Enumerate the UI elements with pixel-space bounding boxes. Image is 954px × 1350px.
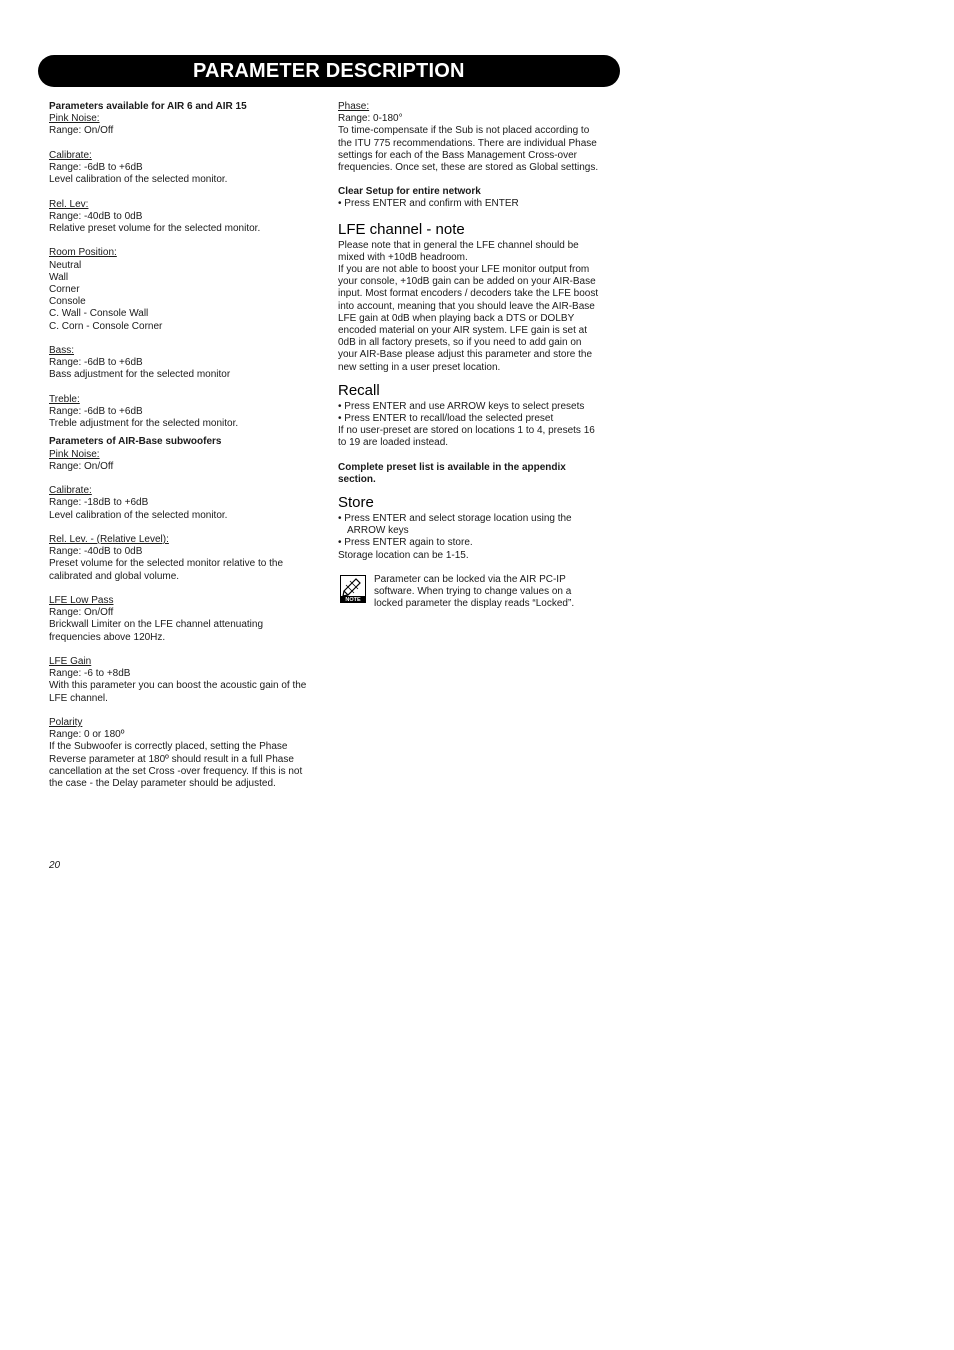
param-pink-noise [49, 113, 324, 137]
param-range: Range: -6 to +8dB [49, 668, 131, 680]
bullet-item: • Press ENTER again to store. [338, 537, 473, 549]
list-item: Corner [49, 284, 80, 295]
param-treble [49, 394, 324, 431]
body-line: 0dB in all factory presets, so if you need to add gain on [338, 337, 582, 349]
title-banner [38, 55, 620, 87]
lfe-note-heading: LFE channel - note [338, 220, 465, 238]
recall-heading: Recall [338, 381, 380, 399]
param-label: Pink Noise: [49, 113, 100, 125]
clear-setup [338, 186, 610, 210]
param-sub-calibrate [49, 485, 324, 522]
param-label: Bass: [49, 345, 75, 356]
param-bass [49, 345, 324, 382]
param-calibrate [49, 150, 324, 187]
param-desc: Relative preset volume for the selected monitor. [49, 223, 261, 234]
note-icon [340, 575, 366, 603]
param-desc: Treble adjustment for the selected monitor. [49, 418, 239, 430]
note-icon-label: NOTE [345, 596, 361, 603]
clear-setup-title: Clear Setup for entire network [338, 186, 481, 198]
param-label: Rel. Lev. - (Relative Level): [49, 534, 169, 545]
body-line: If you are not able to boost your LFE monitor output from [338, 264, 590, 276]
preset-list-note: section. [338, 473, 376, 485]
param-desc: Level calibration of the selected monitor. [49, 174, 228, 186]
param-range: Range: On/Off [49, 460, 114, 472]
body-line: encoded material on your AIR system. LFE gain is set at [338, 325, 588, 337]
param-label: Calibrate: [49, 149, 92, 161]
param-desc: Bass adjustment for the selected monitor [49, 369, 231, 381]
param-range: Range: -18dB to +6dB [49, 497, 149, 509]
list-item: Wall [49, 271, 69, 283]
param-desc: frequencies. Once set, these are stored as Global settings. [338, 162, 599, 174]
bullet-item: • Press ENTER and use ARROW keys to select presets [338, 400, 585, 412]
param-desc: To time-compensate if the Sub is not placed according to [338, 125, 590, 137]
param-lfe-gain [49, 656, 324, 705]
param-label: Treble: [49, 393, 80, 405]
param-desc: calibrated and global volume. [49, 570, 180, 582]
param-desc: cancellation at the set Cross -over frequency. If this is not [49, 765, 303, 777]
store-body [338, 513, 590, 562]
body-line: Storage location can be 1-15. [338, 549, 469, 561]
param-range: Range: On/Off [49, 125, 114, 137]
param-desc: If the Subwoofer is correctly placed, setting the Phase [49, 741, 288, 753]
param-desc: Reverse parameter at 180º should result in a full Phase [49, 753, 294, 765]
list-item: Neutral [49, 259, 82, 271]
body-line: your AIR-Base please adjust this parameter and store the [338, 349, 593, 361]
store-heading: Store [338, 494, 374, 512]
body-line: Please note that in general the LFE channel should be [338, 239, 579, 251]
note-line: locked parameter the display reads “Locked”. [374, 598, 575, 610]
param-desc: Brickwall Limiter on the LFE channel attenuating [49, 619, 264, 631]
body-line: to 19 are loaded instead. [338, 437, 449, 449]
param-range: Range: 0 or 180º [49, 729, 125, 741]
param-label: Polarity [49, 717, 83, 728]
param-desc: LFE channel. [49, 692, 108, 704]
param-label: Rel. Lev: [49, 198, 89, 210]
param-range: Range: On/Off [49, 607, 114, 619]
param-rel-lev [49, 199, 324, 236]
right-column [338, 101, 610, 611]
bullet-item: • Press ENTER to recall/load the selected preset [338, 413, 554, 425]
param-range: Range: -6dB to +6dB [49, 406, 143, 417]
page-number: 20 [49, 860, 61, 871]
section-heading-air: Parameters available for AIR 6 and AIR 15 [49, 101, 247, 112]
lfe-note-body [338, 240, 610, 374]
section-heading-subwoofers: Parameters of AIR-Base subwoofers [49, 436, 222, 448]
param-label: Room Position: [49, 247, 117, 259]
body-line: input. Most format encoders / decoders take the LFE boost [338, 288, 599, 300]
list-item: C. Corn - Console Corner [49, 320, 163, 332]
param-label: LFE Gain [49, 656, 92, 667]
param-label: Pink Noise: [49, 448, 100, 460]
param-range: Range: -6dB to +6dB [49, 357, 143, 369]
param-label: Phase: [338, 101, 370, 112]
param-lfe-low-pass [49, 595, 324, 644]
lock-note [338, 574, 610, 611]
body-line: If no user-preset are stored on locations 1 to 4, presets 16 [338, 425, 595, 437]
param-label: Calibrate: [49, 485, 92, 497]
note-line: Parameter can be locked via the AIR PC-IP [374, 573, 566, 585]
param-label: LFE Low Pass [49, 595, 114, 606]
param-desc: the ITU 775 recommendations. There are individual Phase [338, 137, 597, 149]
body-line: your console, +10dB gain can be added on your AIR-Base [338, 276, 596, 288]
param-range: Range: -6dB to +6dB [49, 162, 143, 173]
param-range: Range: -40dB to 0dB [49, 210, 143, 222]
recall-body [338, 401, 610, 486]
body-line: into account, meaning that you should leave the AIR-Base [338, 300, 595, 312]
page-title: PARAMETER DESCRIPTION [193, 60, 465, 82]
param-desc: the case - the Delay parameter should be adjusted. [49, 778, 276, 790]
param-desc: frequencies above 120Hz. [49, 631, 166, 643]
param-sub-pink-noise [49, 449, 324, 473]
preset-list-note: Complete preset list is available in the appendix [338, 461, 566, 473]
note-line: software. When trying to change values on a [374, 586, 572, 598]
body-line: mixed with +10dB headroom. [338, 251, 468, 263]
list-item: C. Wall - Console Wall [49, 308, 149, 320]
param-desc: Preset volume for the selected monitor relative to the [49, 558, 284, 570]
param-room-position [49, 247, 324, 332]
clear-setup-step: • Press ENTER and confirm with ENTER [338, 198, 519, 210]
body-line: new setting in a user preset location. [338, 361, 501, 373]
left-column [49, 101, 324, 790]
param-desc: Level calibration of the selected monitor. [49, 509, 228, 521]
param-polarity [49, 717, 324, 790]
list-item: Console [49, 296, 86, 308]
param-range: Range: -40dB to 0dB [49, 546, 143, 558]
param-sub-rel-lev [49, 534, 324, 583]
param-desc: With this parameter you can boost the acoustic gain of the [49, 680, 307, 692]
bullet-item: • Press ENTER and select storage location using the ARROW keys [338, 513, 572, 537]
body-line: LFE gain at 0dB when playing back a DTS or DOLBY [338, 312, 575, 324]
param-phase [338, 101, 610, 174]
param-desc: settings for each of the Bass Management Cross-over [338, 149, 578, 161]
param-range: Range: 0-180° [338, 113, 403, 125]
